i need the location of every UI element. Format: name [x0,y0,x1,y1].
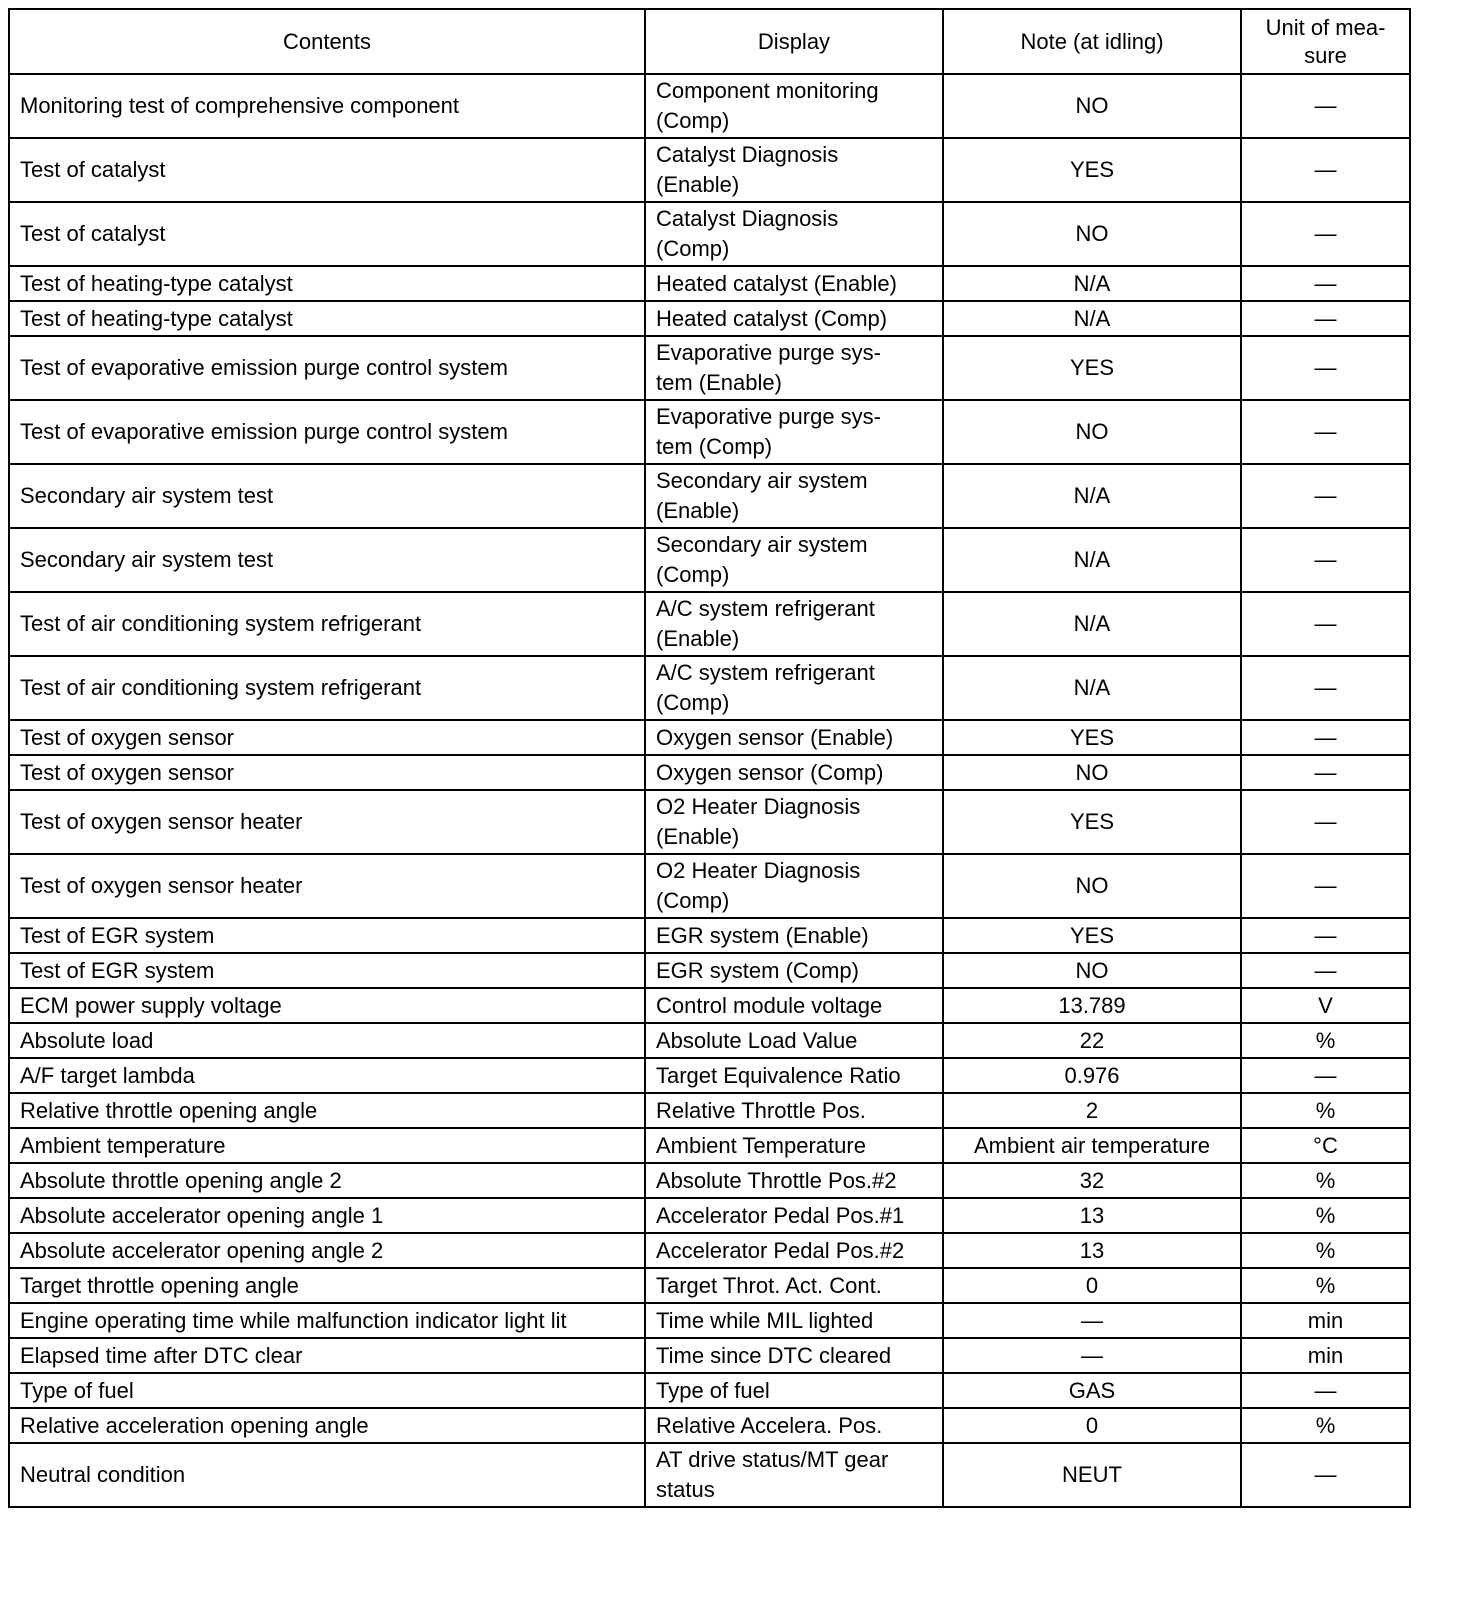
contents-cell: Test of heating-type catalyst [9,266,645,301]
display-cell: Oxygen sensor (Comp) [645,755,943,790]
note-cell: GAS [943,1373,1241,1408]
contents-cell: Relative throttle opening angle [9,1093,645,1128]
contents-cell: Test of evaporative emission purge control system [9,336,645,400]
table-row [9,720,1410,755]
table-row [9,1233,1410,1268]
note-cell: 13.789 [943,988,1241,1023]
note-cell: NEUT [943,1443,1241,1507]
display-cell: Secondary air system (Comp) [645,528,943,592]
table-row [9,918,1410,953]
display-cell: Catalyst Diagnosis (Comp) [645,202,943,266]
note-cell: 0.976 [943,1058,1241,1093]
table-row [9,755,1410,790]
unit-cell: — [1241,202,1410,266]
table-row [9,1023,1410,1058]
contents-cell: Test of catalyst [9,138,645,202]
note-cell: NO [943,400,1241,464]
display-cell: Absolute Throttle Pos.#2 [645,1163,943,1198]
unit-cell: — [1241,301,1410,336]
table-row [9,1373,1410,1408]
contents-cell: A/F target lambda [9,1058,645,1093]
unit-cell: — [1241,720,1410,755]
unit-cell: — [1241,400,1410,464]
contents-cell: Test of EGR system [9,953,645,988]
table-row [9,528,1410,592]
contents-cell: Absolute accelerator opening angle 1 [9,1198,645,1233]
note-cell: N/A [943,656,1241,720]
note-cell: — [943,1338,1241,1373]
table-row [9,1408,1410,1443]
display-cell: O2 Heater Diagnosis (Comp) [645,854,943,918]
unit-cell: — [1241,790,1410,854]
contents-cell: Test of EGR system [9,918,645,953]
unit-cell: — [1241,266,1410,301]
unit-cell: — [1241,464,1410,528]
contents-cell: Target throttle opening angle [9,1268,645,1303]
note-cell: N/A [943,592,1241,656]
display-cell: Accelerator Pedal Pos.#2 [645,1233,943,1268]
contents-cell: Test of heating-type catalyst [9,301,645,336]
unit-cell: — [1241,74,1410,138]
contents-cell: Test of oxygen sensor [9,755,645,790]
table-row [9,656,1410,720]
contents-cell: Test of evaporative emission purge control system [9,400,645,464]
table-row [9,592,1410,656]
table-row [9,400,1410,464]
note-cell: YES [943,790,1241,854]
table-row [9,1268,1410,1303]
unit-cell: — [1241,528,1410,592]
contents-cell: Test of catalyst [9,202,645,266]
header-contents: Contents [9,9,645,74]
display-cell: EGR system (Enable) [645,918,943,953]
display-cell: Heated catalyst (Enable) [645,266,943,301]
note-cell: YES [943,720,1241,755]
table-row [9,988,1410,1023]
unit-cell: — [1241,656,1410,720]
contents-cell: Absolute throttle opening angle 2 [9,1163,645,1198]
table-row [9,1163,1410,1198]
unit-cell: — [1241,1443,1410,1507]
display-cell: Catalyst Diagnosis (Enable) [645,138,943,202]
display-cell: Absolute Load Value [645,1023,943,1058]
note-cell: Ambient air temperature [943,1128,1241,1163]
unit-cell: % [1241,1198,1410,1233]
table-row [9,266,1410,301]
note-cell: N/A [943,464,1241,528]
table-body [9,74,1410,1507]
note-cell: YES [943,138,1241,202]
unit-cell: °C [1241,1128,1410,1163]
contents-cell: Secondary air system test [9,528,645,592]
display-cell: Time while MIL lighted [645,1303,943,1338]
table-row [9,1128,1410,1163]
unit-cell: min [1241,1338,1410,1373]
display-cell: Time since DTC cleared [645,1338,943,1373]
contents-cell: Ambient temperature [9,1128,645,1163]
note-cell: 13 [943,1198,1241,1233]
note-cell: NO [943,202,1241,266]
display-cell: Target Equivalence Ratio [645,1058,943,1093]
contents-cell: Test of oxygen sensor heater [9,854,645,918]
note-cell: 2 [943,1093,1241,1128]
note-cell: NO [943,755,1241,790]
contents-cell: Absolute accelerator opening angle 2 [9,1233,645,1268]
unit-cell: — [1241,755,1410,790]
contents-cell: Test of air conditioning system refrigerant [9,592,645,656]
unit-cell: min [1241,1303,1410,1338]
header-row [9,9,1410,74]
unit-cell: — [1241,138,1410,202]
unit-cell: — [1241,918,1410,953]
contents-cell: Test of oxygen sensor [9,720,645,755]
unit-cell: % [1241,1408,1410,1443]
table-row [9,74,1410,138]
contents-cell: ECM power supply voltage [9,988,645,1023]
display-cell: EGR system (Comp) [645,953,943,988]
table-row [9,464,1410,528]
header-display: Display [645,9,943,74]
table-row [9,1443,1410,1507]
unit-cell: — [1241,336,1410,400]
display-cell: Control module voltage [645,988,943,1023]
table-row [9,1198,1410,1233]
note-cell: N/A [943,301,1241,336]
unit-cell: — [1241,1058,1410,1093]
contents-cell: Type of fuel [9,1373,645,1408]
display-cell: Evaporative purge sys- tem (Comp) [645,400,943,464]
header-unit: Unit of mea- sure [1241,9,1410,74]
table-row [9,138,1410,202]
contents-cell: Neutral condition [9,1443,645,1507]
contents-cell: Absolute load [9,1023,645,1058]
table-row [9,301,1410,336]
display-cell: Relative Throttle Pos. [645,1093,943,1128]
display-cell: Type of fuel [645,1373,943,1408]
display-cell: Target Throt. Act. Cont. [645,1268,943,1303]
note-cell: 0 [943,1408,1241,1443]
note-cell: NO [943,74,1241,138]
display-cell: A/C system refrigerant (Comp) [645,656,943,720]
header-note: Note (at idling) [943,9,1241,74]
table-row [9,1093,1410,1128]
table-row [9,1303,1410,1338]
note-cell: 32 [943,1163,1241,1198]
display-cell: Ambient Temperature [645,1128,943,1163]
unit-cell: — [1241,953,1410,988]
display-cell: Evaporative purge sys- tem (Enable) [645,336,943,400]
display-cell: A/C system refrigerant (Enable) [645,592,943,656]
contents-cell: Test of oxygen sensor heater [9,790,645,854]
display-cell: AT drive status/MT gear status [645,1443,943,1507]
note-cell: YES [943,336,1241,400]
note-cell: — [943,1303,1241,1338]
unit-cell: V [1241,988,1410,1023]
table-row [9,790,1410,854]
table-row [9,202,1410,266]
display-cell: Oxygen sensor (Enable) [645,720,943,755]
display-cell: Secondary air system (Enable) [645,464,943,528]
note-cell: YES [943,918,1241,953]
unit-cell: % [1241,1268,1410,1303]
contents-cell: Test of air conditioning system refrigerant [9,656,645,720]
note-cell: N/A [943,528,1241,592]
table-row [9,1338,1410,1373]
display-cell: Accelerator Pedal Pos.#1 [645,1198,943,1233]
contents-cell: Monitoring test of comprehensive component [9,74,645,138]
note-cell: 13 [943,1233,1241,1268]
contents-cell: Relative acceleration opening angle [9,1408,645,1443]
note-cell: 0 [943,1268,1241,1303]
contents-cell: Engine operating time while malfunction indicator light lit [9,1303,645,1338]
unit-cell: — [1241,592,1410,656]
display-cell: O2 Heater Diagnosis (Enable) [645,790,943,854]
unit-cell: % [1241,1023,1410,1058]
table-row [9,1058,1410,1093]
note-cell: 22 [943,1023,1241,1058]
unit-cell: — [1241,854,1410,918]
table-row [9,953,1410,988]
contents-cell: Elapsed time after DTC clear [9,1338,645,1373]
table-row [9,854,1410,918]
unit-cell: — [1241,1373,1410,1408]
contents-cell: Secondary air system test [9,464,645,528]
table-row [9,336,1410,400]
display-cell: Component monitoring (Comp) [645,74,943,138]
display-cell: Heated catalyst (Comp) [645,301,943,336]
unit-cell: % [1241,1093,1410,1128]
display-cell: Relative Accelera. Pos. [645,1408,943,1443]
monitor-data-table [8,8,1411,1508]
note-cell: NO [943,854,1241,918]
unit-cell: % [1241,1233,1410,1268]
note-cell: N/A [943,266,1241,301]
note-cell: NO [943,953,1241,988]
unit-cell: % [1241,1163,1410,1198]
